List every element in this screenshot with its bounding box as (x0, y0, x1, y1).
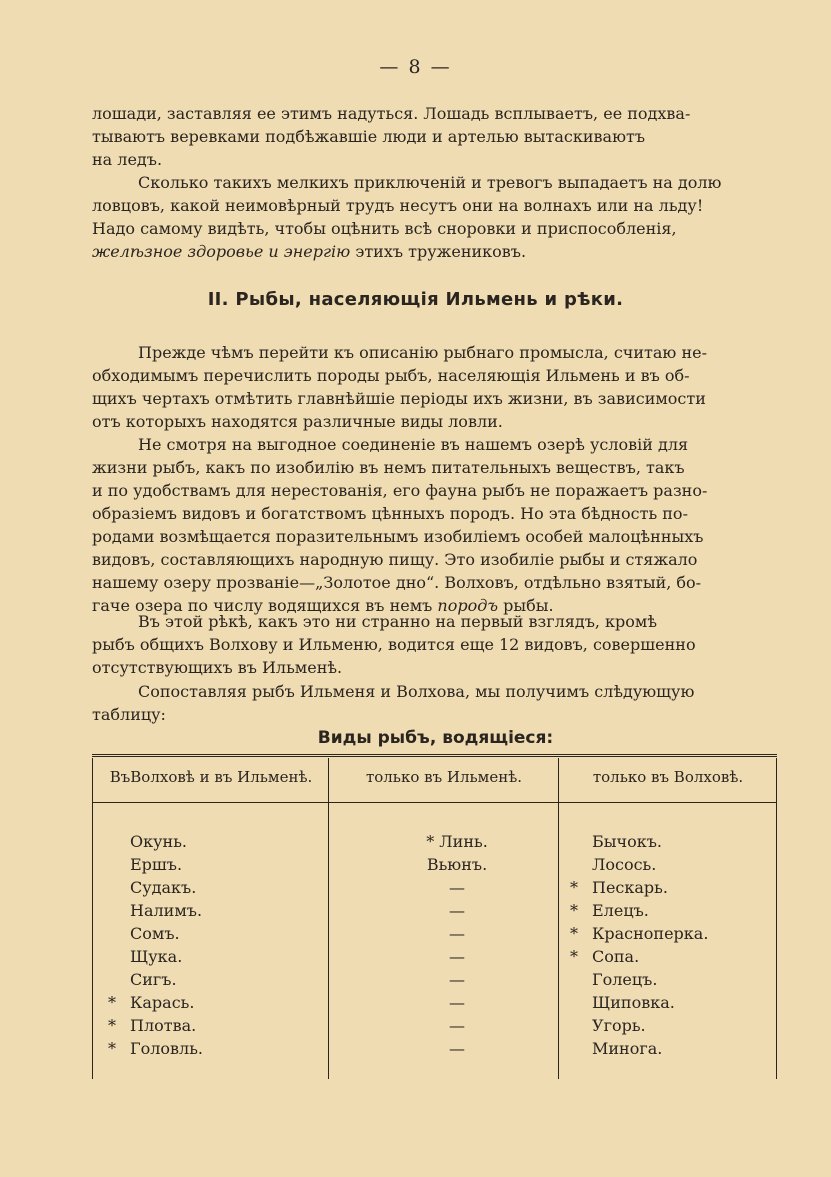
table-cell: * Плотва. (108, 1016, 197, 1035)
table-column-both (108, 830, 318, 1060)
text-line: образіемъ видовъ и богатствомъ цѣнныхъ породъ. Но эта бѣдность по- (92, 504, 688, 523)
text-line: жизни рыбъ, какъ по изобилію въ немъ питательныхъ веществъ, такъ (92, 458, 685, 477)
text-line: Въ этой рѣкѣ, какъ это ни странно на первый взглядъ, кромѣ (138, 612, 658, 631)
text-line (92, 240, 776, 263)
table-cell: * Пескарь. (570, 878, 668, 897)
page-number: — 8 — (379, 56, 452, 78)
table-cell: Голецъ. (592, 970, 658, 989)
text-line: щихъ чертахъ отмѣтить главнѣйшіе періоды ихъ жизни, въ зависимости (92, 389, 706, 408)
table-cell: Налимъ. (130, 901, 203, 920)
table-cell: — (449, 970, 465, 989)
table-cell: * Головль. (108, 1039, 203, 1058)
paragraph-compare (92, 680, 776, 726)
text-line: Сколько такихъ мелкихъ приключеній и тревогъ выпадаетъ на долю (138, 173, 722, 192)
table-cell: Щиповка. (592, 993, 675, 1012)
table-cell: — (449, 1039, 465, 1058)
table-right-border (776, 758, 777, 1079)
text-line: Сопоставляя рыбъ Ильменя и Волхова, мы получимъ слѣдующую (138, 682, 695, 701)
text-line: Надо самому видѣть, чтобы оцѣнить всѣ сноровки и приспособленія, (92, 219, 677, 238)
table-column-divider (328, 758, 329, 1079)
text-line: тываютъ веревками подбѣжавшіе люди и артелью вытаскиваютъ (92, 127, 646, 146)
table-cell: Окунь. (130, 832, 187, 851)
text-line: нашему озеру прозваніе—„Золотое дно“. Волховъ, отдѣльно взятый, бо- (92, 573, 702, 592)
table-cell: * Линь. (426, 832, 488, 851)
table-header-cell: ВъВолховѣ и въ Ильменѣ. (109, 768, 313, 786)
section-heading: II. Рыбы, населяющія Ильмень и рѣки. (207, 289, 624, 310)
text-line: на ледъ. (92, 150, 163, 169)
text-line: видовъ, составляющихъ народную пищу. Это изобиліе рыбы и стяжало (92, 550, 698, 569)
table-header-rule (92, 802, 777, 803)
paragraph-intro (92, 341, 776, 433)
table-cell: * Елецъ. (570, 901, 649, 920)
table-caption: Виды рыбъ, водящіеся: (317, 728, 554, 748)
table-column-divider (558, 758, 559, 1079)
table-column-volkhov (570, 830, 770, 1060)
text-line: ловцовъ, какой неимовѣрный трудъ несутъ они на волнахъ или на льду! (92, 196, 704, 215)
paragraph-fauna (92, 433, 776, 617)
table-cell: Сомъ. (130, 924, 180, 943)
table-cell: — (449, 993, 465, 1012)
table-cell: Ершъ. (130, 855, 183, 874)
table-left-border (92, 758, 93, 1079)
text-line: отсутствующихъ въ Ильменѣ. (92, 658, 343, 677)
text-line: таблицу: (92, 705, 166, 724)
table-cell: Минога. (592, 1039, 663, 1058)
text-line: обходимымъ перечислить породы рыбъ, населяющія Ильмень и въ об- (92, 366, 690, 385)
fish-table (92, 754, 777, 1079)
text-line: родами возмѣщается поразительнымъ изобиліемъ особей малоцѣнныхъ (92, 527, 704, 546)
table-cell: — (449, 1016, 465, 1035)
table-cell: * Краснoперка. (570, 924, 709, 943)
table-header-cell: только въ Волховѣ. (592, 768, 744, 786)
table-top-rule (92, 754, 777, 757)
table-cell: Лосось. (592, 855, 657, 874)
table-cell: Щука. (130, 947, 183, 966)
paragraph-volkhov (92, 610, 776, 679)
text-line: отъ которыхъ находятся различные виды ловли. (92, 412, 503, 431)
text-line: рыбъ общихъ Волхову и Ильменю, водится еще 12 видовъ, совершенно (92, 635, 696, 654)
table-cell: — (449, 947, 465, 966)
table-cell: * Карась. (108, 993, 195, 1012)
table-cell: — (449, 924, 465, 943)
italic-text: породъ (437, 596, 499, 615)
text-fragment: рыбы. (498, 596, 554, 615)
table-column-ilmen (372, 830, 542, 1060)
text-line: Не смотря на выгодное соединеніе въ нашемъ озерѣ условій для (138, 435, 689, 454)
table-cell: Сигъ. (130, 970, 177, 989)
text-fragment: гаче озера по числу водящихся въ немъ (92, 596, 438, 615)
italic-text: желѣзное здоровье и энергію (92, 242, 351, 261)
table-cell: Бычокъ. (592, 832, 662, 851)
paragraph-horse (92, 102, 776, 171)
table-cell: Судакъ. (130, 878, 197, 897)
table-cell: * Сопа. (570, 947, 640, 966)
table-header-cell: только въ Ильменѣ. (365, 768, 523, 786)
paragraph-adventures (92, 171, 776, 263)
table-cell: — (449, 878, 465, 897)
text-line: лошади, заставляя ее этимъ надуться. Лошадь всплываетъ, ее подхва- (92, 104, 691, 123)
table-cell: Вьюнъ. (426, 855, 488, 874)
text-line: и по удобствамъ для нерестованія, его фауна рыбъ не поражаетъ разно- (92, 481, 708, 500)
table-cell: — (449, 901, 465, 920)
text-fragment: этихъ тружениковъ. (350, 242, 527, 261)
table-cell: Угорь. (592, 1016, 646, 1035)
text-line: Прежде чѣмъ перейти къ описанію рыбнаго промысла, считаю не- (138, 343, 707, 362)
